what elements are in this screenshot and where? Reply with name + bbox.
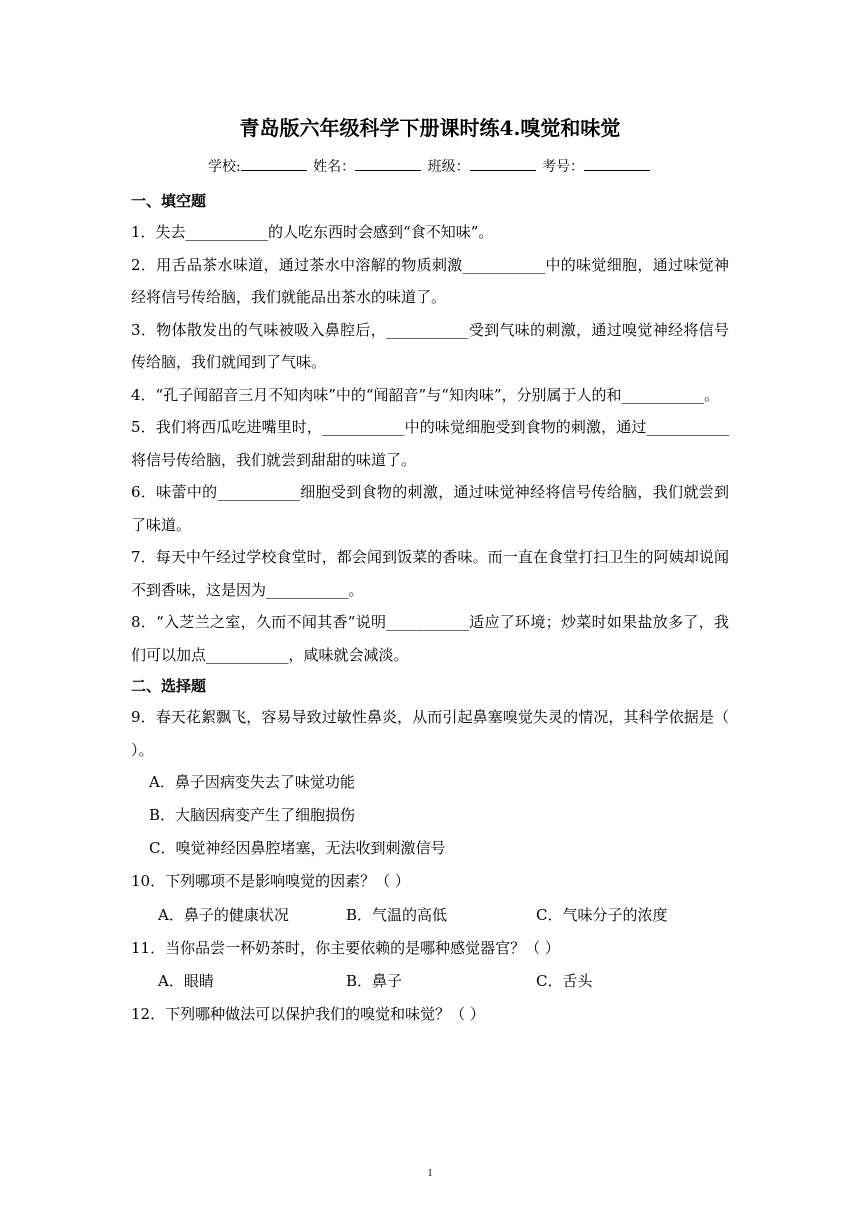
- section-heading-choice: 二、选择题: [131, 677, 207, 695]
- document-title: 青岛版六年级科学下册课时练4.嗅觉和味觉: [239, 116, 621, 140]
- school-blank: [241, 156, 307, 171]
- question-10-option-c: C．气味分子的浓度: [536, 905, 668, 924]
- question-3: 3．物体散发出的气味被吸入鼻腔后，___________受到气味的刺激，通过嗅觉神经将信号传给脑，我们就闻到了气味。: [131, 320, 729, 371]
- question-11-option-a: A．眼睛: [158, 972, 214, 990]
- question-11-option-b: B．鼻子: [346, 972, 403, 990]
- question-10-options: [131, 898, 729, 932]
- class-label: 班级：: [427, 159, 470, 175]
- question-7: 7．每天中午经过学校食堂时，都会闻到饭菜的香味。而一直在食堂打扫卫生的阿姨却说闻不到香味，这是因为___________。: [131, 548, 729, 599]
- question-content: [131, 186, 729, 1031]
- exam-number-label: 考号：: [542, 159, 585, 175]
- question-5: 5．我们将西瓜吃进嘴里时，___________中的味觉细胞受到食物的刺激，通过___________将信号传给脑，我们就尝到甜甜的味道了。: [131, 418, 729, 469]
- question-10: 10．下列哪项不是影响嗅觉的因素？（ ）: [131, 872, 410, 890]
- question-2: 2．用舌品茶水味道，通过茶水中溶解的物质刺激___________中的味觉细胞，通过味觉神经将信号传给脑，我们就能品出茶水的味道了。: [131, 255, 729, 306]
- question-4: 4．“孔子闻韶音三月不知肉味”中的“闻韶音”与“知肉味”，分别属于人的和___________。: [131, 385, 720, 404]
- student-info-line: [0, 156, 860, 178]
- section-heading-fill: 一、填空题: [131, 192, 207, 210]
- question-8: 8．“入芝兰之室，久而不闻其香”说明___________适应了环境；炒菜时如果盐放多了，我们可以加点___________，咸味就会减淡。: [131, 613, 729, 664]
- question-10-option-b: B．气温的高低: [346, 905, 448, 924]
- question-11: 11．当你品尝一杯奶茶时，你主要依赖的是哪种感觉器官？（ ）: [131, 938, 560, 957]
- school-label: 学校:: [207, 159, 241, 175]
- question-9-option-a: A．鼻子因病变失去了味觉功能: [149, 773, 355, 791]
- question-1: 1．失去___________的人吃东西时会感到“食不知味”。: [131, 223, 494, 241]
- name-blank: [355, 156, 421, 171]
- question-9-option-c: C．嗅觉神经因鼻腔堵塞，无法收到刺激信号: [149, 839, 446, 857]
- question-10-option-a: A．鼻子的健康状况: [158, 905, 289, 924]
- exam-number-blank: [584, 156, 650, 171]
- question-11-options: [131, 964, 729, 998]
- page-number: 1: [427, 1168, 433, 1179]
- name-label: 姓名：: [313, 159, 356, 175]
- class-blank: [470, 156, 536, 171]
- question-9-option-b: B．大脑因病变产生了细胞损伤: [149, 806, 356, 824]
- question-6: 6．味蕾中的___________细胞受到食物的刺激，通过味觉神经将信号传给脑，我们就尝到了味道。: [131, 483, 729, 534]
- question-12: 12．下列哪种做法可以保护我们的嗅觉和味觉？（ ）: [131, 1005, 485, 1023]
- question-9: 9．春天花絮飘飞，容易导致过敏性鼻炎，从而引起鼻塞嗅觉失灵的情况，其科学依据是（ ）。: [131, 708, 729, 759]
- question-11-option-c: C．舌头: [536, 972, 593, 990]
